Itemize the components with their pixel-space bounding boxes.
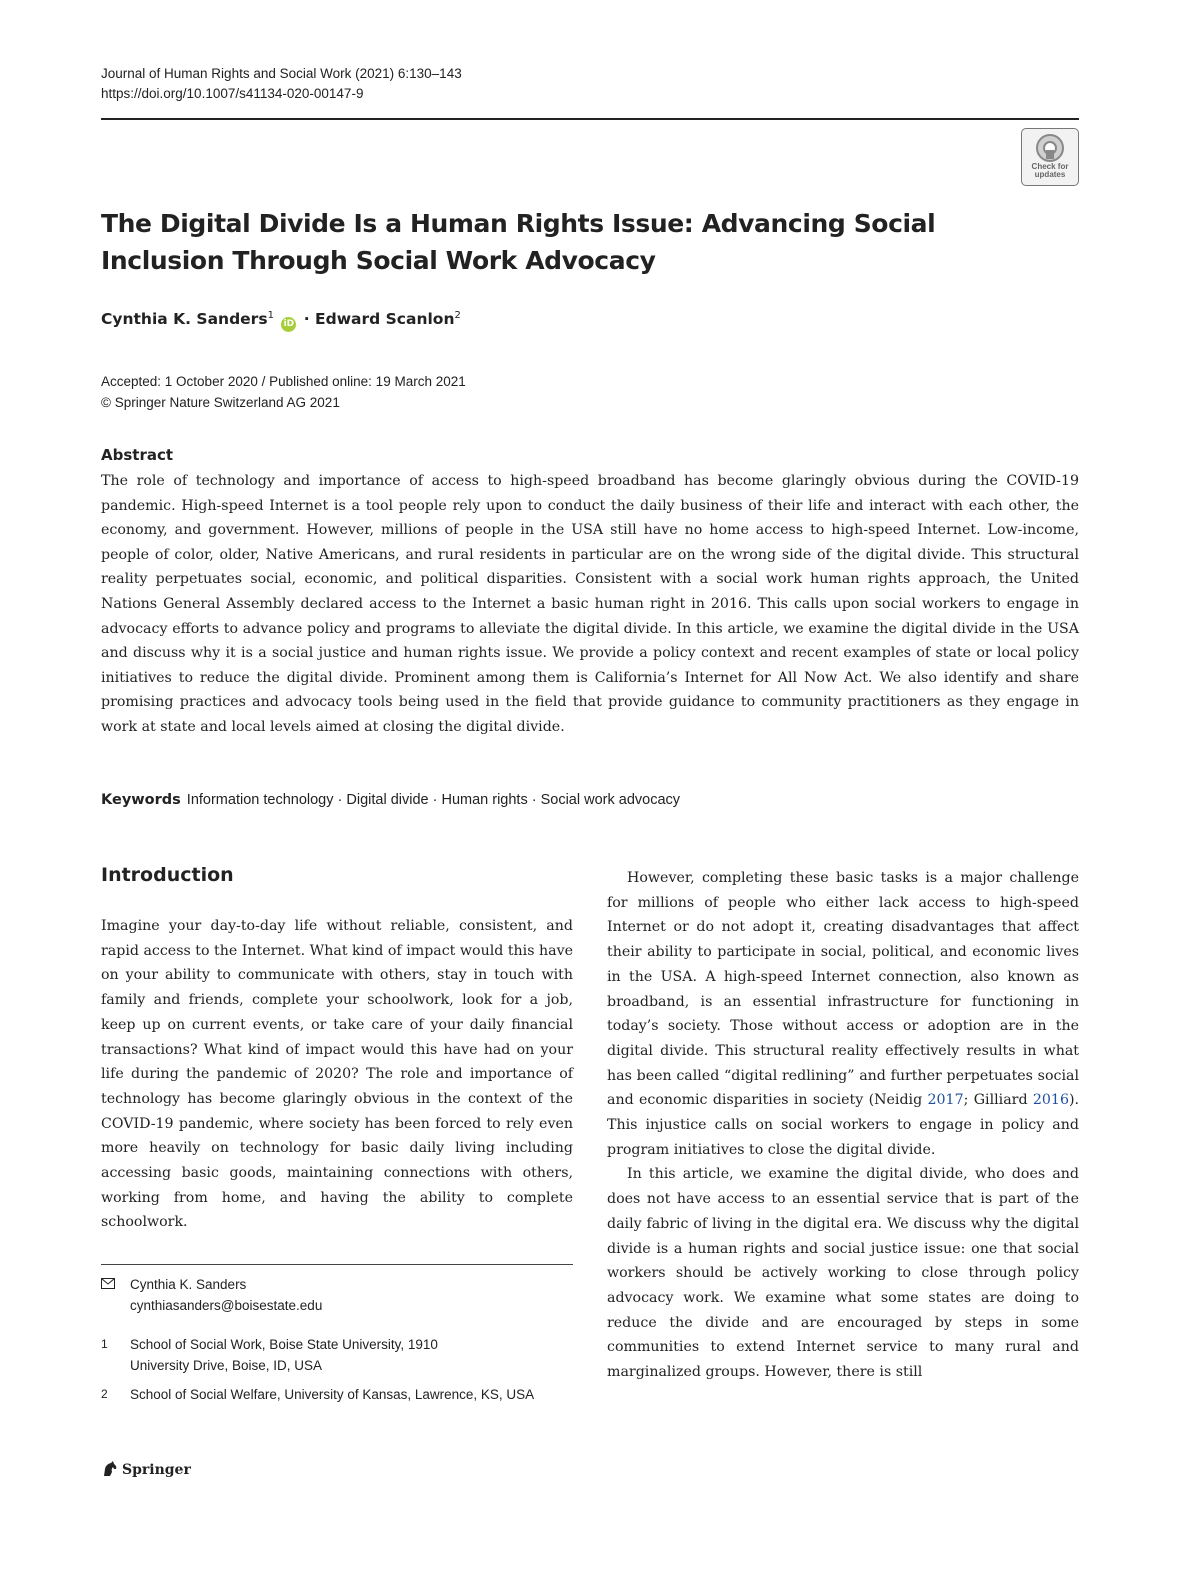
- intro-paragraph-2: [607, 866, 1079, 1162]
- affiliation-1-mark: 1: [101, 1337, 108, 1351]
- keywords-label: Keywords: [101, 792, 181, 808]
- corresponding-author-name: Cynthia K. Sanders: [130, 1277, 247, 1292]
- keywords-line: [101, 792, 680, 808]
- corresponding-author-note: [101, 1274, 573, 1316]
- abstract-text: The role of technology and importance of access to high-speed broadband has become glaringly obvious during the COVID-19 pandemic. High-speed Internet is a tool people rely upon to conduct the daily business of their life and interact with each other, the economy, and government. However, millions of people in the USA still have no home access to high-speed Internet. Low-income, people of color, older, Native Americans, and rural residents in particular are on the wrong side of the digital divide. This structural reality perpetuates social, economic, and political disparities. Consistent with a social work human rights approach, the United Nations General Assembly declared access to the Internet a basic human right in 2016. This calls upon social workers to engage in advocacy efforts to advance policy and programs to alleviate the digital divide. In this article, we examine the digital divide in the USA and discuss why it is a social justice and human rights issue. We provide a policy context and recent examples of state or local policy initiatives to reduce the digital divide. Prominent among them is California’s Internet for All Now Act. We also identify and share promising practices and advocacy tools being used in the field that provide guidance to community practitioners as they engage in work at state and local levels aimed at closing the digital divide.: [101, 473, 1079, 735]
- header-divider: [101, 118, 1079, 120]
- affiliation-2-mark: 2: [101, 1387, 108, 1401]
- intro-paragraph-1: Imagine your day-to-day life without reliable, consistent, and rapid access to the Internet. What kind of impact would this have on your ability to communicate with others, stay in touch with family and friends, complete your schoolwork, look for a job, keep up on current events, or take care of your daily financial transactions? What kind of impact would this have had on your life during the pandemic of 2020? The role and importance of technology has become glaringly obvious in the context of the COVID-19 pandemic, where society has been forced to rely even more heavily on technology for basic daily living including accessing basic goods, maintaining connections with others, working from home, and having the ability to complete schoolwork.: [101, 918, 574, 1231]
- badge-label-line1: Check for: [1031, 162, 1069, 171]
- affiliation-2-text: School of Social Welfare, University of Kansas, Lawrence, KS, USA: [130, 1387, 535, 1402]
- article-title: The Digital Divide Is a Human Rights Issue: Advancing Social Inclusion Through Social Work Advocacy: [101, 209, 936, 275]
- introduction-heading: Introduction: [101, 864, 234, 886]
- paragraph-2-text-c: ). This injustice calls on social workers to engage in policy and program initiatives to close the digital divide.: [607, 1092, 1080, 1158]
- publisher-name: Springer: [122, 1462, 191, 1478]
- check-for-updates-badge[interactable]: [1021, 128, 1079, 186]
- journal-citation: [101, 64, 462, 104]
- author-name-1[interactable]: Cynthia K. Sanders: [101, 310, 268, 329]
- affiliation-2: [101, 1384, 573, 1405]
- badge-label-line2: updates: [1034, 170, 1066, 179]
- footnote-divider: [101, 1264, 573, 1265]
- email-envelope-icon: [101, 1274, 115, 1296]
- paragraph-2-text-a: However, completing these basic tasks is a major challenge for millions of people who either lack access to high-speed Internet or do not adopt it, creating disadvantages that affect their ability to participate in social, political, and economic lives in the USA. A high-speed Internet connection, also known as broadband, is an essential infrastructure for functioning in today’s society. Those without access or adoption are in the digital divide. This structural reality effectively results in what has been called “digital redlining” and further perpetuates social and economic disparities in society (Neidig: [607, 870, 1079, 1109]
- author-1-affiliation-mark: 1: [267, 310, 274, 321]
- right-column-body: [607, 866, 1079, 1385]
- citation-link-neidig[interactable]: 2017: [927, 1092, 964, 1109]
- citation-link-gilliard[interactable]: 2016: [1032, 1092, 1069, 1109]
- author-separator: ·: [303, 310, 310, 329]
- corresponding-author-email[interactable]: cynthiasanders@boisestate.edu: [130, 1298, 323, 1313]
- affiliation-1-text: School of Social Work, Boise State University, 1910 University Drive, Boise, ID, USA: [130, 1337, 438, 1373]
- publication-dates: [101, 371, 466, 413]
- author-list: [101, 310, 461, 332]
- keywords-list: Information technology · Digital divide · Human rights · Social work advocacy: [186, 792, 681, 808]
- paragraph-2-text-b: ; Gilliard: [963, 1092, 1033, 1109]
- publisher-logo: [101, 1460, 191, 1478]
- affiliation-1: [101, 1334, 573, 1376]
- left-column-body: [101, 914, 573, 1235]
- copyright-line: © Springer Nature Switzerland AG 2021: [101, 395, 340, 410]
- accepted-published-dates: Accepted: 1 October 2020 / Published online: 19 March 2021: [101, 374, 466, 389]
- check-for-updates-icon: [1035, 133, 1065, 163]
- journal-line: Journal of Human Rights and Social Work (2021) 6:130–143: [101, 66, 462, 81]
- abstract-heading: Abstract: [101, 446, 174, 464]
- author-2-affiliation-mark: 2: [454, 310, 461, 321]
- springer-horse-logo: [101, 1460, 119, 1478]
- orcid-icon[interactable]: iD: [281, 317, 296, 332]
- doi-link[interactable]: https://doi.org/10.1007/s41134-020-00147-9: [101, 86, 364, 101]
- intro-paragraph-3: In this article, we examine the digital divide, who does and does not have access to an essential service that is part of the daily fabric of living in the digital era. We discuss why the digital divide is a human rights and social justice issue: one that social workers should be actively working to close through policy advocacy work. We examine what some states are doing to reduce the divide and are encouraged by steps in some communities to extend Internet service to many rural and marginalized groups. However, there is still: [607, 1166, 1079, 1381]
- author-name-2[interactable]: Edward Scanlon: [315, 310, 455, 329]
